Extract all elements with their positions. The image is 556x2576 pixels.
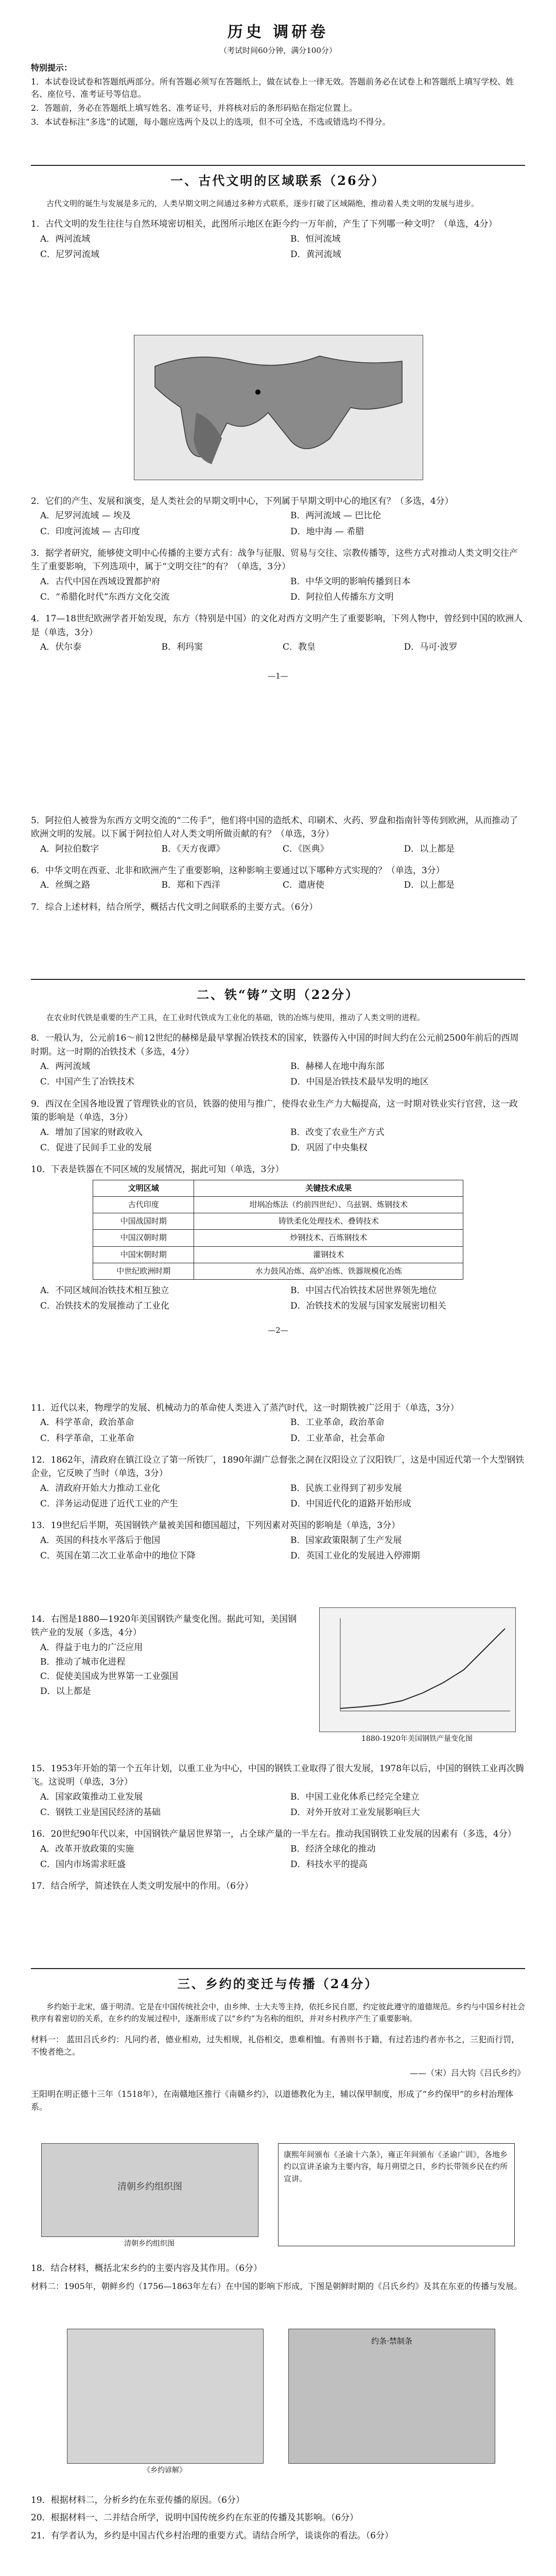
question: 12．1862年，清政府在镇江设立了第一所铁厂，1890年湖广总督张之洞在汉阳设立了汉阳铁厂，这是中国近代第一个大型钢铁企业，它反映了当时（单选，3分） [31,1455,525,1479]
page-title: 历史 调研卷 [227,23,329,41]
section-title: 三、乡约的变迁与传播（24分） [177,1976,379,1991]
option: C．洋务运动促进了近代工业的产生 [40,1499,179,1510]
question: 8．一般认为，公元前16～前12世纪的赫梯是最早掌握冶铁技术的国家，铁器传入中国的时间大约在公元前2500年前后的西周时期。这一时期的冶铁技术（多选，4分） [31,1033,519,1057]
option: D．阿拉伯人传播东方文明 [290,592,394,603]
question: 6．中华文明在西亚、北非和欧洲产生了重要影响，这种影响主要通过以下哪种方式实现的？（单选，3分） [31,866,445,876]
option: B．赫梯人在地中海东部 [290,1061,385,1072]
option: A．清政府开始大力推动工业化 [40,1483,161,1494]
option: C．中国产生了冶铁技术 [40,1077,135,1088]
option: D．对外开放对工业发展影响巨大 [290,1807,420,1818]
section-divider [31,1968,525,1969]
table-cell: 炒钢技术、百炼钢技术 [194,1230,463,1246]
material: 材料二：1905年，朝鲜乡约（1756—1863年左右）在中国的影响下形成，下图是朝鲜时期的《吕氏乡约》及其在东亚的传播与发展。 [31,2281,523,2292]
image-label: 约条·禁制条 [371,2336,412,2346]
question: 7．综合上述材料，结合所学，概括古代文明之间联系的主要方式。（6分） [31,902,318,912]
option: C．印度河流域 — 古印度 [40,526,140,537]
question: 10．下表是铁器在不同区域的发展情况，据此可知（单选，3分） [31,1164,284,1175]
table-row [93,1196,463,1213]
page-number: —2— [268,1325,288,1335]
section-title: 一、古代文明的区域联系（26分） [170,173,386,188]
note-item: 1．本试卷设试卷和答题纸两部分。所有答题必须写在答题纸上，做在试卷上一律无效。答题前务必在试卷上和答题纸上填写学校、姓名、座位号、准考证号等信息。 [31,76,514,99]
question: 1．古代文明的发生往往与自然环境密切相关，此图所示地区在距今约一万年前，产生了下列哪一种文明？（单选，4分） [31,219,497,230]
section-intro: 乡约始于北宋，盛于明清。它是在中国传统社会中，由乡绅、士大夫等主持，依托乡民自愿，约定彼此遵守的道德规范。乡约与中国乡村社会秩序有着密切的关系，在乡约的发展过程中，逐渐形成了以“乡约”为名称的组织，并对乡村秩序产生了重要影响。 [31,2002,526,2024]
chart-caption: 1880-1920年美国钢铁产量变化图 [361,1735,473,1743]
option: A．尼罗河流域 — 埃及 [40,511,131,521]
table-cell: 古代印度 [93,1196,194,1213]
question: 5．阿拉伯人被誉为东西方文明交流的“二传手”，他们将中国的造纸术、印刷术、火药、罗盘和指南针等传到欧洲，从而推动了欧洲文明的发展。以下属于阿拉伯人对人类文明所做贡献的有？（单选，3分） [31,816,518,840]
table-row [93,1246,463,1263]
table-cell: 中世纪欧洲时期 [93,1263,194,1279]
question: 2．它们的产生、发展和演变，是人类社会的早期文明中心，下列属于早期文明中心的地区有？（多选，4分） [31,496,454,506]
option: D．以上都是 [404,880,455,891]
section-intro: 古代文明的诞生与发展是多元的，人类早期文明之间通过多种方式联系，逐步打破了区域隔绝，推动着人类文明的发展与进步。 [46,199,479,209]
question: 15．1953年开始的第一个五年计划，以重工业为中心，中国的钢铁工业取得了很大发展，1978年以后，中国的钢铁工业再次腾飞。这说明（单选，3分） [31,1764,525,1788]
option: D．工业革命，社会革命 [290,1433,385,1444]
book-image [67,2329,264,2464]
option: A．阿拉伯数字 [40,843,99,854]
section-intro: 在农业时代铁是重要的生产工具，在工业时代铁成为工业化的基础，铁的冶炼与使用，推动了人类文明的进程。 [46,1013,425,1023]
option: A．两河流域 [40,1061,91,1072]
section-divider [31,979,525,980]
option: B．恒河流域 [290,233,341,244]
option: D．黄河流域 [290,249,341,260]
option: B．国家政策限制了生产发展 [290,1535,402,1546]
option: B．推动了城市化进程 [40,1657,126,1668]
option: A．增加了国家的财政收入 [40,1127,143,1138]
rules-image [288,2329,495,2464]
question: 13．19世纪后半期，英国钢铁产量被美国和德国超过，下列因素对英国的影响是（单选，3分） [31,1520,401,1531]
page-subtitle: （考试时间60分钟，满分100分） [219,45,337,55]
section-title: 二、铁“铸”文明（22分） [196,987,359,1002]
option: B．中国古代冶铁技术居世界领先地位 [290,1285,437,1296]
world-map-image [134,335,423,480]
option: A．不同区域间冶铁技术相互独立 [40,1285,169,1296]
material-source: ——（宋）吕大钧《吕氏乡约》 [409,2068,525,2078]
steel-output-chart [319,1607,516,1732]
question: 11．近代以来，物理学的发展、机械动力的革命使人类进入了蒸汽时代，这一时期铁被广泛用于（单选，3分） [31,1403,459,1413]
map-icon [134,335,423,480]
text-box [278,2143,515,2246]
option: B．工业革命，政治革命 [290,1417,385,1428]
notes-label: 特别提示： [31,62,73,73]
table-cell: 灌钢技术 [194,1246,463,1263]
organization-image [41,2143,258,2237]
option: A．伏尔泰 [40,642,82,653]
option: C．促使美国成为世界第一工业强国 [40,1671,179,1682]
option: C．促进了民间手工业的发展 [40,1142,152,1153]
image-caption: 《乡约谚解》 [143,2466,186,2475]
page-number: —1— [268,671,288,681]
option: B．民族工业得到了初步发展 [290,1483,402,1494]
table-cell: 水力鼓风冶炼、高炉冶炼、铁器规模化冶炼 [194,1263,463,1279]
option: D．地中海 — 希腊 [290,526,364,537]
note-item: 2．答题前，务必在答题纸上填写姓名、准考证号，并将核对后的条形码贴在指定位置上。 [31,103,358,113]
option: C．冶铁技术的发展推动了工业化 [40,1301,170,1312]
table-header: 文明区域 [93,1180,194,1196]
option: D．科技水平的提高 [290,1859,368,1870]
material: 王阳明在明正德十三年（1518年），在南赣地区推行《南赣乡约》，以道德教化为主，辅以保甲制度，形成了“乡约保甲”的乡村治理体系。 [31,2089,514,2112]
option: C．教皇 [283,642,316,653]
table-header: 关键技术成果 [194,1180,463,1196]
table-cell: 铸铁柔化处理技术、叠铸技术 [194,1213,463,1230]
option: C．科学革命，工业革命 [40,1433,135,1444]
note-item: 3．本试卷标注“多选”的试题，每小题应选两个及以上的选项，但不可全选，不选或错选均不得分。 [31,116,391,127]
question: 9．西汉在全国各地设置了管理铁业的官员，铁器的使用与推广，使得农业生产力大幅提高，这一时期对铁业实行官营，这一政策的影响是（单选，3分） [31,1098,518,1123]
option: D．中国近代化的道路开始形成 [290,1499,411,1510]
option: B．《天方夜谭》 [161,843,225,854]
option: C．英国在第二次工业革命中的地位下降 [40,1551,196,1562]
option: D．马可·波罗 [404,642,458,653]
material: 材料一： 蓝田吕氏乡约：凡同约者，德业相劝，过失相规，礼俗相交，患难相恤。有善则书于籍，有过若违约者亦书之，三犯而行罚，不悛者绝之。 [31,2034,520,2057]
question: 18．结合材料，概括北宋乡约的主要内容及其作用。（6分） [31,2263,262,2274]
question: 3．据学者研究，能够使文明中心传播的主要方式有：战争与征服、贸易与交往、宗教传播等，这些方式对推动人类文明交往产生了重要影响，下列选项中，属于“文明交往”的有？（单选，3分） [31,548,518,572]
option: D．冶铁技术的发展与国家发展密切相关 [290,1301,446,1312]
option: B．两河流域 — 巴比伦 [290,511,381,521]
option: A．国家政策推动工业发展 [40,1791,143,1802]
option: B．改变了农业生产方式 [290,1127,385,1138]
table-row [93,1263,463,1279]
option: B．利玛窦 [161,642,203,653]
line-chart-icon [320,1608,515,1732]
question: 17．结合所学，简述铁在人类文明发展中的作用。（6分） [31,1881,253,1892]
table-cell: 中国战国时期 [93,1213,194,1230]
table-row [93,1213,463,1230]
notes [31,62,525,129]
table-cell: 坩埚冶炼法（约前四世纪）、乌兹钢、炼钢技术 [194,1196,463,1213]
option: C．“希腊化时代”东西方文化交流 [40,592,170,603]
option: D．以上都是 [40,1686,91,1697]
option: A．科学革命，政治革命 [40,1417,134,1428]
option: D．英国工业化的发展进入停滞期 [290,1551,420,1562]
option: C．《医典》 [283,843,329,854]
option: C．钢铁工业是国民经济的基础 [40,1807,161,1818]
tech-table [93,1180,463,1280]
question: 14．右图是1880—1920年美国钢铁产量变化图。据此可知，美国钢铁产业的发展（多选，4分） [31,1614,297,1638]
question: 21．有学者认为，乡约是中国古代乡村治理的重要方式。请结合所学，谈谈你的看法。（6分） [31,2530,393,2541]
option: C．遣唐使 [283,880,325,891]
option: C．尼罗河流域 [40,249,100,260]
option: A．英国的科技水平落后于他国 [40,1535,161,1546]
option: A．古代中国在西域设置都护府 [40,576,161,587]
table-cell: 中国宋朝时期 [93,1246,194,1263]
question: 20．根据材料一、二并结合所学，说明中国传统乡约在东亚的传播及其影响。（6分） [31,2513,358,2523]
option: A．丝绸之路 [40,880,91,891]
box-text: 康熙年间颁布《圣谕十六条》，雍正年间颁布《圣谕广训》，各地乡约以宣讲圣谕为主要内容，每月朔望之日，乡约长带领乡民在约所宣讲。 [284,2150,508,2183]
option: A．改革开放政策的实施 [40,1843,134,1854]
option: D．以上都是 [404,843,455,854]
question: 4．17—18世纪欧洲学者开始发现，东方（特别是中国）的文化对西方文明产生了重要影响，下列人物中，曾经到中国的欧洲人是（单选，3分） [31,614,523,638]
table-row [93,1230,463,1246]
option: B．经济全球化的推动 [290,1843,376,1854]
question: 16．20世纪90年代以来，中国钢铁产量居世界第一，占全球产量的一半左右。推动我国钢铁工业发展的因素有（多选，4分） [31,1829,516,1840]
section-divider [31,165,525,166]
option: A．两河流域 [40,233,91,244]
table-cell: 中国汉朝时期 [93,1230,194,1246]
option: A．得益于电力的广泛应用 [40,1642,143,1653]
image-label: 清朝乡约组织图 [117,2181,182,2192]
option: D．中国是冶铁技术最早发明的地区 [290,1077,429,1088]
option: B．郑和下西洋 [161,880,220,891]
image-caption: 清朝乡约组织图 [124,2240,175,2248]
option: C．国内市场需求旺盛 [40,1859,126,1870]
option: B．中国工业化体系已经完全建立 [290,1791,420,1802]
question: 19．根据材料二，分析乡约在东亚传播的原因。（6分） [31,2495,245,2505]
option: B．中华文明的影响传播到日本 [290,576,411,587]
option: D．巩固了中央集权 [290,1142,368,1153]
